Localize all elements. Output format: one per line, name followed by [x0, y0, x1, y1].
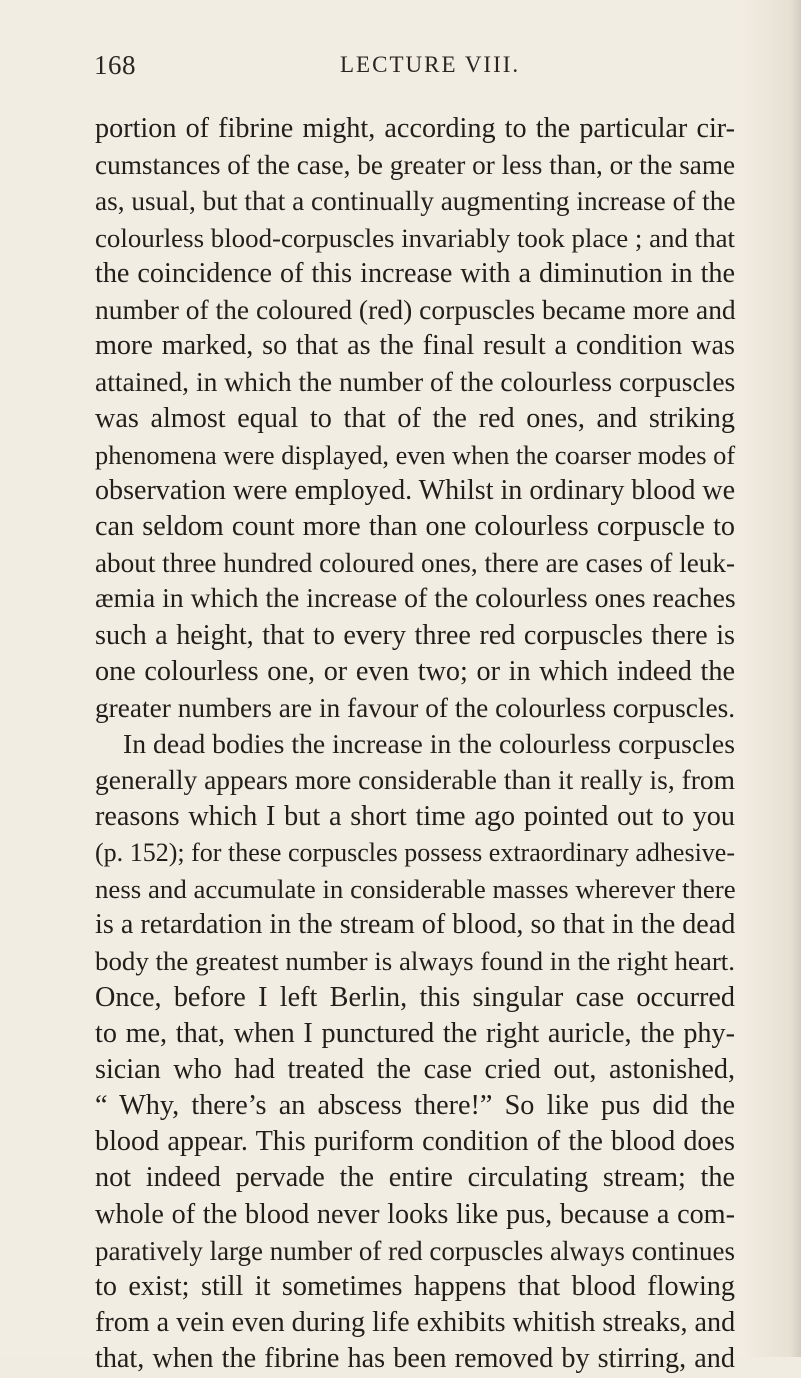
text-line: generally appears more considerable than it really is, from: [95, 765, 735, 796]
text-line: that, when the fibrine has been removed by stirring, and: [95, 1343, 735, 1375]
text-line: Once, before I left Berlin, this singular case occurred: [95, 981, 735, 1013]
text-line: such a height, that to every three red corpuscles there is: [95, 619, 735, 651]
text-line: to me, that, when I punctured the right auricle, the phy-: [95, 1017, 735, 1049]
text-line: more marked, so that as the final result a condition was: [95, 330, 735, 362]
text-line: paratively large number of red corpuscles always continues: [95, 1235, 735, 1266]
text-line: greater numbers are in favour of the colourless corpuscles.: [95, 693, 736, 723]
text-line: ness and accumulate in considerable masses wherever there: [95, 873, 736, 904]
text-line: from a vein even during life exhibits whitish streaks, and: [95, 1307, 736, 1339]
text-line: sician who had treated the case cried out, astonished,: [95, 1053, 735, 1085]
text-line: colourless blood-corpuscles invariably took place ; and that: [95, 222, 735, 253]
running-head: LECTURE VIII.: [340, 52, 521, 77]
text-line: reasons which I but a short time ago pointed out to you: [95, 800, 735, 832]
text-line: whole of the blood never looks like pus, because a com-: [95, 1198, 735, 1230]
page-header: [94, 50, 724, 90]
text-line: cumstances of the case, be greater or less than, or the same: [95, 150, 736, 181]
text-line: was almost equal to that of the red ones, and striking: [95, 402, 735, 434]
text-line: (p. 152); for these corpuscles possess extraordinary adhesive-: [95, 837, 735, 867]
page-number: 168: [94, 50, 136, 80]
text-line: can seldom count more than one colourless corpuscle to: [95, 511, 735, 543]
text-line: as, usual, but that a continually augmenting increase of the: [95, 186, 736, 217]
text-line: “ Why, there’s an abscess there!” So like pus did the: [95, 1090, 735, 1122]
text-line: attained, in which the number of the colourless corpuscles: [95, 366, 736, 398]
text-line: observation were employed. Whilst in ordinary blood we: [95, 474, 736, 506]
text-line: body the greatest number is always found in the right heart.: [95, 946, 735, 977]
text-line: blood appear. This puriform condition of the blood does: [95, 1126, 735, 1158]
text-line: about three hundred coloured ones, there are cases of leuk-: [95, 548, 735, 579]
text-line: not indeed pervade the entire circulating stream; the: [95, 1162, 735, 1194]
body-text: [95, 111, 735, 1378]
text-line: portion of fibrine might, according to the particular cir-: [95, 113, 735, 144]
text-line: phenomena were displayed, even when the coarser modes of: [95, 439, 736, 470]
text-line: the coincidence of this increase with a diminution in the: [95, 257, 735, 289]
text-line: æmia in which the increase of the colourless ones reaches: [95, 583, 736, 615]
text-line: In dead bodies the increase in the colourless corpuscles: [123, 728, 735, 760]
text-line: is a retardation in the stream of blood, so that in the dead: [95, 909, 736, 941]
text-line: one colourless one, or even two; or in which indeed the: [95, 655, 735, 687]
text-line: number of the coloured (red) corpuscles became more and: [95, 294, 736, 325]
text-line: to exist; still it sometimes happens that blood flowing: [95, 1271, 735, 1302]
